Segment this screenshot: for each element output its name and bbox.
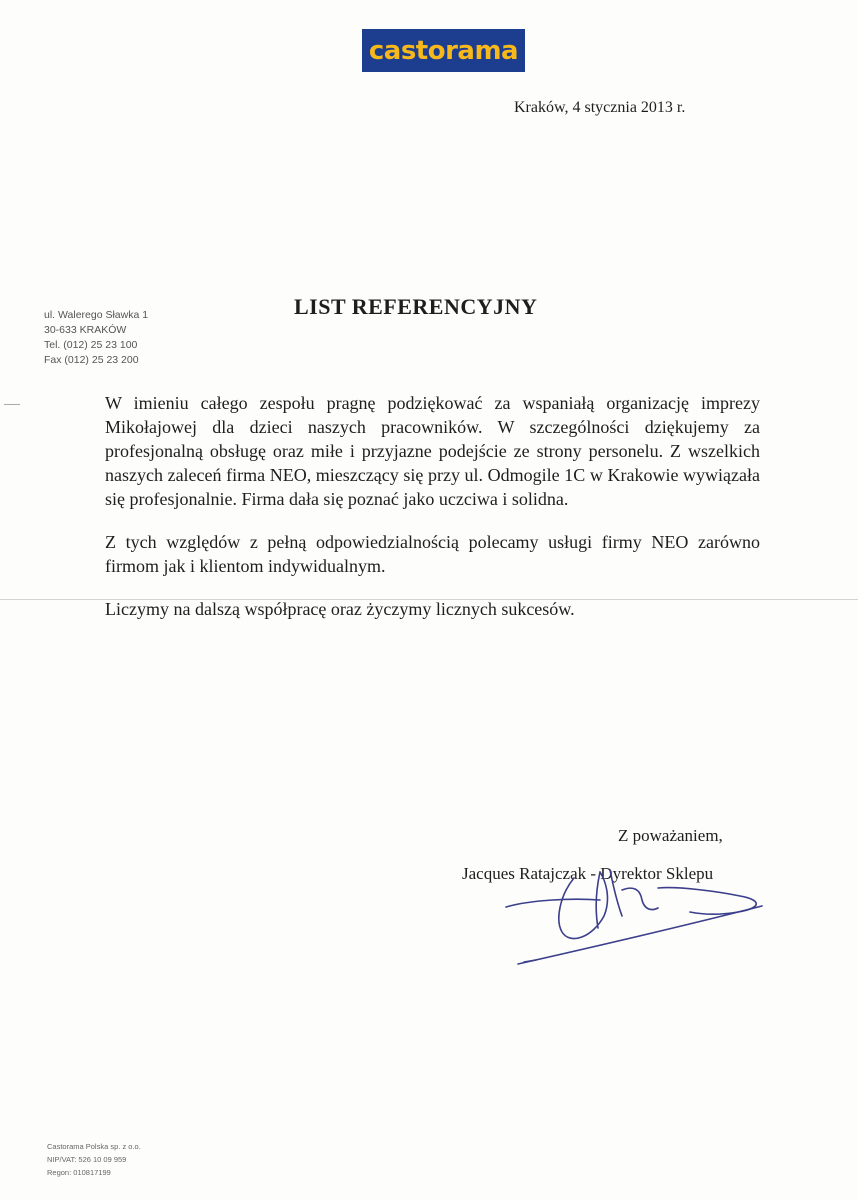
castorama-logo (362, 29, 525, 72)
footer-company: Castorama Polska sp. z o.o. (47, 1142, 141, 1151)
paragraph-3: Liczymy na dalszą współpracę oraz życzymy licznych sukcesów. (105, 599, 575, 619)
signer-name: Jacques Ratajczak - Dyrektor Sklepu (462, 864, 714, 883)
letter-date: Kraków, 4 stycznia 2013 r. (514, 99, 686, 116)
paragraph-1: W imieniu całego zespołu pragnę podziękować za wspaniałą organizację imprezy Mikołajowej dla dzieci naszych pracowników. W szczególności dziękujemy za profesjonalną obsługę oraz miłe i przyjazne podejście ze strony personelu. Z wszelkich naszych zaleceń firma NEO, mieszczący się przy ul. Odmogile 1C w Krakowie wywiązała się profesjonalnie. Firma dała się poznać jako uczciwa i solidna. (105, 393, 760, 509)
company-footer (47, 1140, 141, 1179)
address-city: 30-633 KRAKÓW (44, 324, 127, 336)
footer-nip: NIP/VAT: 526 10 09 959 (47, 1155, 127, 1164)
address-fax: Fax (012) 25 23 200 (44, 354, 139, 366)
address-phone: Tel. (012) 25 23 100 (44, 339, 138, 351)
address-street: ul. Walerego Sławka 1 (44, 309, 149, 321)
handwritten-signature (500, 850, 770, 975)
punch-mark (4, 404, 20, 405)
footer-regon: Regon: 010817199 (47, 1168, 111, 1177)
letter-body (105, 391, 760, 640)
closing-salutation: Z poważaniem, (618, 826, 723, 845)
paragraph-2: Z tych względów z pełną odpowiedzialnością polecamy usługi firmy NEO zarówno firmom jak i klientom indywidualnym. (105, 532, 760, 576)
sender-address (44, 308, 148, 368)
logo-text: castorama (368, 35, 519, 66)
letter-title: LIST REFERENCYJNY (294, 294, 538, 319)
